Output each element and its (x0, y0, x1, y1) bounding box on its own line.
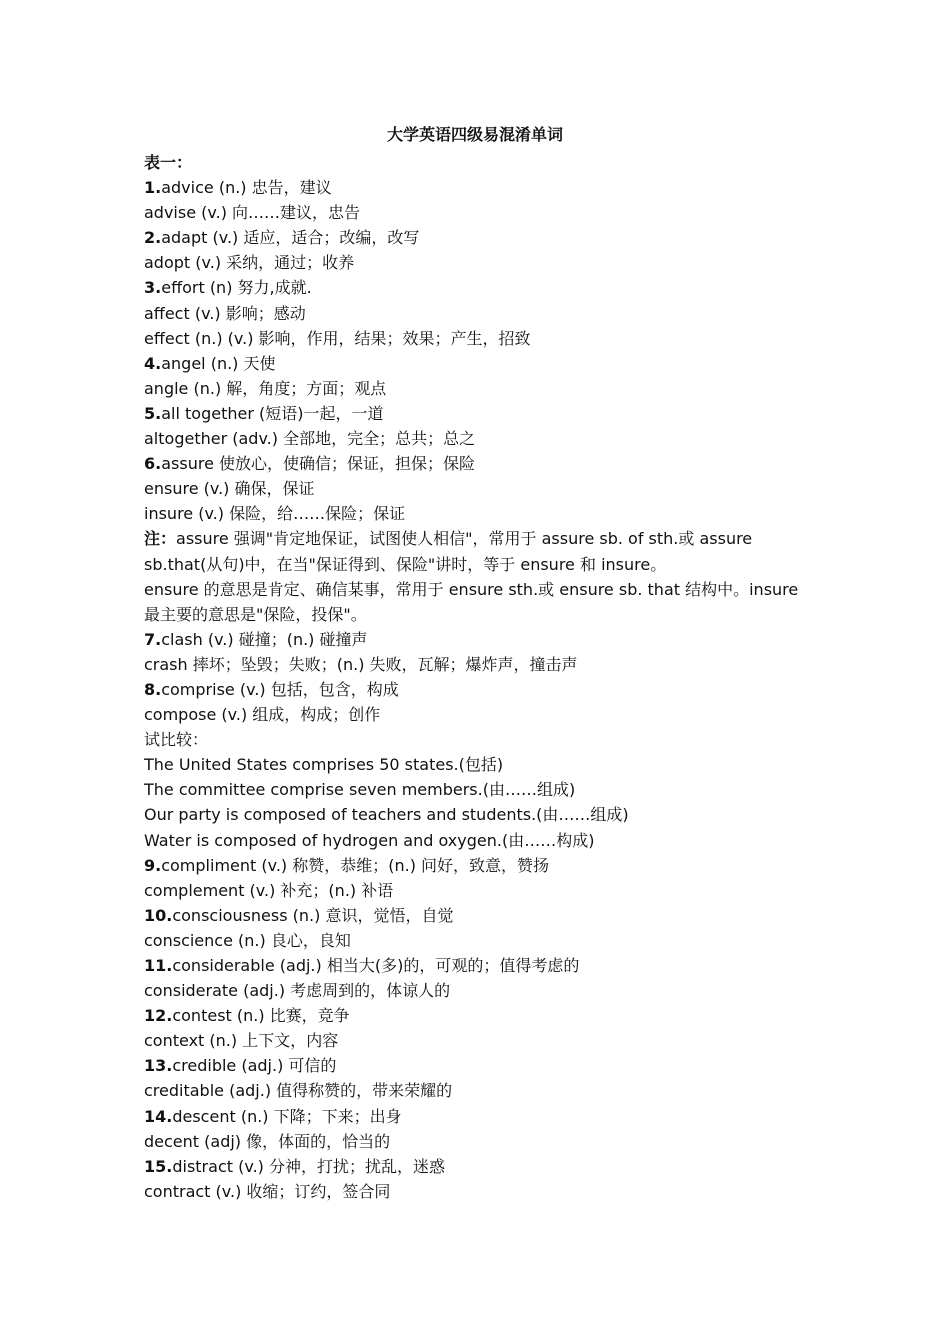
entry-number: 6. (144, 454, 162, 474)
entry-line (144, 853, 824, 878)
entry-text: advise (v.) 向……建议，忠告 (144, 203, 361, 223)
entry-line (144, 1104, 824, 1129)
entry-number: 9. (144, 855, 162, 875)
entry-line (144, 200, 824, 225)
entry-text: assure 使放心，使确信；保证，担保；保险 (161, 454, 475, 474)
entry-line (144, 652, 824, 677)
entry-number: 14. (144, 1106, 173, 1126)
entry-text: comprise (v.) 包括，包含，构成 (161, 679, 399, 699)
entry-line (144, 677, 824, 702)
entry-text: angel (n.) 天使 (161, 353, 276, 373)
entry-line (144, 878, 824, 903)
document-body (144, 150, 824, 1204)
entry-line (144, 426, 824, 451)
entry-text: affect (v.) 影响；感动 (144, 303, 306, 323)
entry-number: 1. (144, 178, 162, 198)
entry-number: 15. (144, 1156, 173, 1176)
entry-text: advice (n.) 忠告，建议 (161, 178, 332, 198)
entry-text: creditable (adj.) 值得称赞的，带来荣耀的 (144, 1081, 453, 1101)
note-text-1: assure 强调"肯定地保证，试图使人相信"，常用于 assure sb. of sth.或 assure (176, 529, 753, 549)
entry-text: descent (n.) 下降；下来；出身 (172, 1106, 402, 1126)
entry-line (144, 275, 824, 300)
entry-line (144, 953, 824, 978)
entry-number: 11. (144, 956, 173, 975)
entry-text: credible (adj.) 可信的 (172, 1056, 337, 1076)
entry-line (144, 1129, 824, 1154)
entry-line (144, 501, 824, 526)
entry-text: considerate (adj.) 考虑周到的，体谅人的 (144, 981, 451, 1001)
entry-line (144, 476, 824, 501)
entry-text: conscience (n.) 良心，良知 (144, 930, 351, 950)
entry-text: complement (v.) 补充；(n.) 补语 (144, 880, 394, 900)
entry-list-1 (144, 175, 824, 526)
entry-line (144, 1003, 824, 1028)
note-label: 注： (144, 529, 177, 549)
entry-text: compose (v.) 组成，构成；创作 (144, 705, 381, 725)
entry-line (144, 351, 824, 376)
entry-text: all together (短语)一起，一道 (161, 403, 384, 423)
entry-line (144, 225, 824, 250)
entry-line (144, 1179, 824, 1204)
entry-line (144, 928, 824, 953)
entry-text: compliment (v.) 称赞，恭维；(n.) 问好，致意，赞扬 (161, 855, 550, 875)
entry-text: effort (n) 努力,成就. (161, 278, 312, 298)
entry-line (144, 1078, 824, 1103)
note-line-2: sb.that(从句)中，在当"保证得到、保险"讲时，等于 ensure 和 insure。 (144, 554, 667, 574)
entry-number: 5. (144, 403, 162, 423)
example-sentence: Water is composed of hydrogen and oxygen.(由……构成) (144, 830, 595, 850)
entry-text: consciousness (n.) 意识，觉悟，自觉 (172, 905, 454, 925)
entry-list-2 (144, 627, 824, 727)
entry-number: 12. (144, 1006, 173, 1026)
entry-text: crash 摔坏；坠毁；失败；(n.) 失败，瓦解；爆炸声，撞击声 (144, 654, 578, 674)
entry-number: 10. (144, 905, 173, 925)
entry-text: decent (adj) 像，体面的，恰当的 (144, 1131, 391, 1151)
entry-text: considerable (adj.) 相当大(多)的，可观的；值得考虑的 (172, 956, 580, 975)
entry-line (144, 702, 824, 727)
note-line-1 (144, 526, 824, 551)
example-sentence: Our party is composed of teachers and students.(由……组成) (144, 805, 629, 825)
example-list (144, 752, 824, 852)
entry-list-3 (144, 853, 824, 1204)
entry-text: adapt (v.) 适应，适合；改编，改写 (161, 228, 420, 248)
entry-line (144, 451, 824, 476)
entry-line (144, 250, 824, 275)
entry-text: effect (n.) (v.) 影响，作用，结果；效果；产生，招致 (144, 328, 531, 348)
entry-line (144, 1053, 824, 1078)
entry-text: ensure (v.) 确保，保证 (144, 479, 315, 499)
entry-number: 13. (144, 1056, 173, 1076)
table-label: 表一： (144, 153, 193, 172)
compare-label: 试比较： (144, 730, 209, 750)
entry-line (144, 627, 824, 652)
entry-text: distract (v.) 分神，打扰；扰乱，迷惑 (172, 1156, 445, 1176)
entry-number: 2. (144, 228, 162, 248)
entry-line (144, 376, 824, 401)
entry-text: adopt (v.) 采纳，通过；收养 (144, 253, 355, 273)
entry-text: insure (v.) 保险，给……保险；保证 (144, 504, 406, 524)
entry-line (144, 903, 824, 928)
entry-number: 7. (144, 629, 162, 649)
entry-text: clash (v.) 碰撞；(n.) 碰撞声 (161, 629, 368, 649)
note-line-4: 最主要的意思是"保险，投保"。 (144, 604, 367, 624)
entry-text: context (n.) 上下文，内容 (144, 1031, 339, 1051)
entry-text: altogether (adv.) 全部地，完全；总共；总之 (144, 429, 476, 449)
example-sentence: The United States comprises 50 states.(包括) (144, 755, 504, 775)
entry-number: 3. (144, 278, 162, 298)
entry-number: 4. (144, 353, 162, 373)
entry-line (144, 301, 824, 326)
entry-line (144, 401, 824, 426)
entry-number: 8. (144, 679, 162, 699)
example-sentence: The committee comprise seven members.(由……组成) (144, 780, 576, 800)
entry-line (144, 175, 824, 200)
entry-line (144, 326, 824, 351)
entry-text: contract (v.) 收缩；订约，签合同 (144, 1181, 391, 1201)
entry-text: angle (n.) 解，角度；方面；观点 (144, 378, 387, 398)
document-title: 大学英语四级易混淆单词 (386, 125, 563, 144)
entry-text: contest (n.) 比赛，竞争 (172, 1006, 350, 1026)
entry-line (144, 1154, 824, 1179)
entry-line (144, 1028, 824, 1053)
note-line-3: ensure 的意思是肯定、确信某事，常用于 ensure sth.或 ensure sb. that 结构中。insure (144, 579, 799, 599)
entry-line (144, 978, 824, 1003)
